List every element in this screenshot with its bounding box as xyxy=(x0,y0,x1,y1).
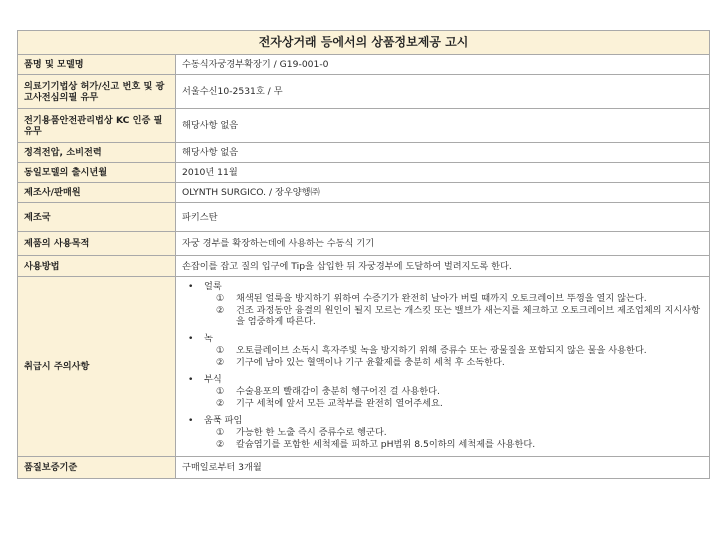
item-text: 가능한 한 노출 즉시 증류수로 헹군다. xyxy=(236,427,387,438)
table-row xyxy=(18,109,710,143)
table-row xyxy=(18,232,710,256)
item-number: ① xyxy=(216,345,225,356)
bullet-icon: • xyxy=(188,415,194,426)
row-label-manufacturer: 제조사/판매원 xyxy=(18,183,176,203)
row-label-care: 취급시 주의사항 xyxy=(18,277,176,457)
section-title: 녹 xyxy=(204,333,213,344)
product-info-notice xyxy=(17,30,710,479)
item-text: 기구에 남아 있는 혈액이나 기구 윤활제를 충분히 세척 후 소독한다. xyxy=(236,357,505,368)
row-label-license: 의료기기법상 허가/신고 번호 및 광고사전심의필 유무 xyxy=(18,75,176,109)
item-text: 채색된 얼룩을 방지하기 위하여 수증기가 완전히 날아가 버릴 때까지 오토크레이브 뚜껑을 열지 않는다. xyxy=(236,293,647,304)
care-section-stain xyxy=(182,281,703,327)
table-row xyxy=(18,163,710,183)
item-number: ② xyxy=(216,357,225,368)
row-value-voltage: 해당사항 없음 xyxy=(176,143,710,163)
item-number: ② xyxy=(216,305,225,316)
section-title: 얼룩 xyxy=(204,281,222,292)
item-number: ① xyxy=(216,386,225,397)
row-label-purpose: 제품의 사용목적 xyxy=(18,232,176,256)
item-text: 기구 세척에 앞서 모든 교착부를 완전히 열어주세요. xyxy=(236,398,443,409)
row-value-usage: 손잡이를 잡고 질의 입구에 Tip을 삽입한 뒤 자궁경부에 도달하여 벌려지도록 한다. xyxy=(176,256,710,277)
row-value-manufacturer: OLYNTH SURGICO. / 장우양행㈜ xyxy=(176,183,710,203)
row-label-usage: 사용방법 xyxy=(18,256,176,277)
row-value-license: 서울수신10-2531호 / 무 xyxy=(176,75,710,109)
item-text: 오토클레이브 소독시 흑자주빛 녹을 방지하기 위해 증류수 또는 광물질을 포함되지 않은 물을 사용한다. xyxy=(236,345,647,356)
table-row xyxy=(18,203,710,232)
product-info-table xyxy=(17,30,710,479)
care-instructions xyxy=(176,277,710,457)
item-number: ① xyxy=(216,427,225,438)
row-label-warranty: 품질보증기준 xyxy=(18,457,176,479)
care-section-rust xyxy=(182,333,703,368)
item-number: ① xyxy=(216,293,225,304)
bullet-icon: • xyxy=(188,281,194,292)
table-row xyxy=(18,143,710,163)
item-text: 건조 과정동안 융결의 원인이 될지 모르는 개스킷 또는 밸브가 새는지를 체크하고 오토크레이브 제조업체의 지시사항을 엄중하게 따른다. xyxy=(236,305,700,327)
bullet-icon: • xyxy=(188,333,194,344)
row-label-product-name: 품명 및 모델명 xyxy=(18,55,176,75)
item-text: 수술용포의 빨래감이 충분히 헹구어진 걸 사용한다. xyxy=(236,386,440,397)
bullet-icon: • xyxy=(188,374,194,385)
table-row xyxy=(18,55,710,75)
row-value-purpose: 자궁 경부를 확장하는데에 사용하는 수동식 기기 xyxy=(176,232,710,256)
section-title: 움푹 파임 xyxy=(204,415,243,426)
section-title: 부식 xyxy=(204,374,222,385)
row-value-warranty: 구매일로부터 3개월 xyxy=(176,457,710,479)
table-title: 전자상거래 등에서의 상품정보제공 고시 xyxy=(18,31,710,55)
item-number: ② xyxy=(216,398,225,409)
table-row xyxy=(18,457,710,479)
item-text: 칼슘염기를 포함한 세척제를 피하고 pH범위 8.5이하의 세척제를 사용한다. xyxy=(236,439,536,450)
row-value-product-name: 수동식자궁경부확장기 / G19-001-0 xyxy=(176,55,710,75)
row-label-release-date: 동일모델의 출시년월 xyxy=(18,163,176,183)
row-label-kc: 전기용품안전관리법상 KC 인증 필 유무 xyxy=(18,109,176,143)
table-row xyxy=(18,256,710,277)
table-row xyxy=(18,183,710,203)
row-value-release-date: 2010년 11월 xyxy=(176,163,710,183)
care-section-corrosion xyxy=(182,374,703,409)
care-section-pitting xyxy=(182,415,703,450)
row-value-kc: 해당사항 없음 xyxy=(176,109,710,143)
title-row xyxy=(18,31,710,55)
row-label-origin: 제조국 xyxy=(18,203,176,232)
item-number: ② xyxy=(216,439,225,450)
row-value-origin: 파키스탄 xyxy=(176,203,710,232)
table-row xyxy=(18,75,710,109)
care-row xyxy=(18,277,710,457)
row-label-voltage: 정격전압, 소비전력 xyxy=(18,143,176,163)
